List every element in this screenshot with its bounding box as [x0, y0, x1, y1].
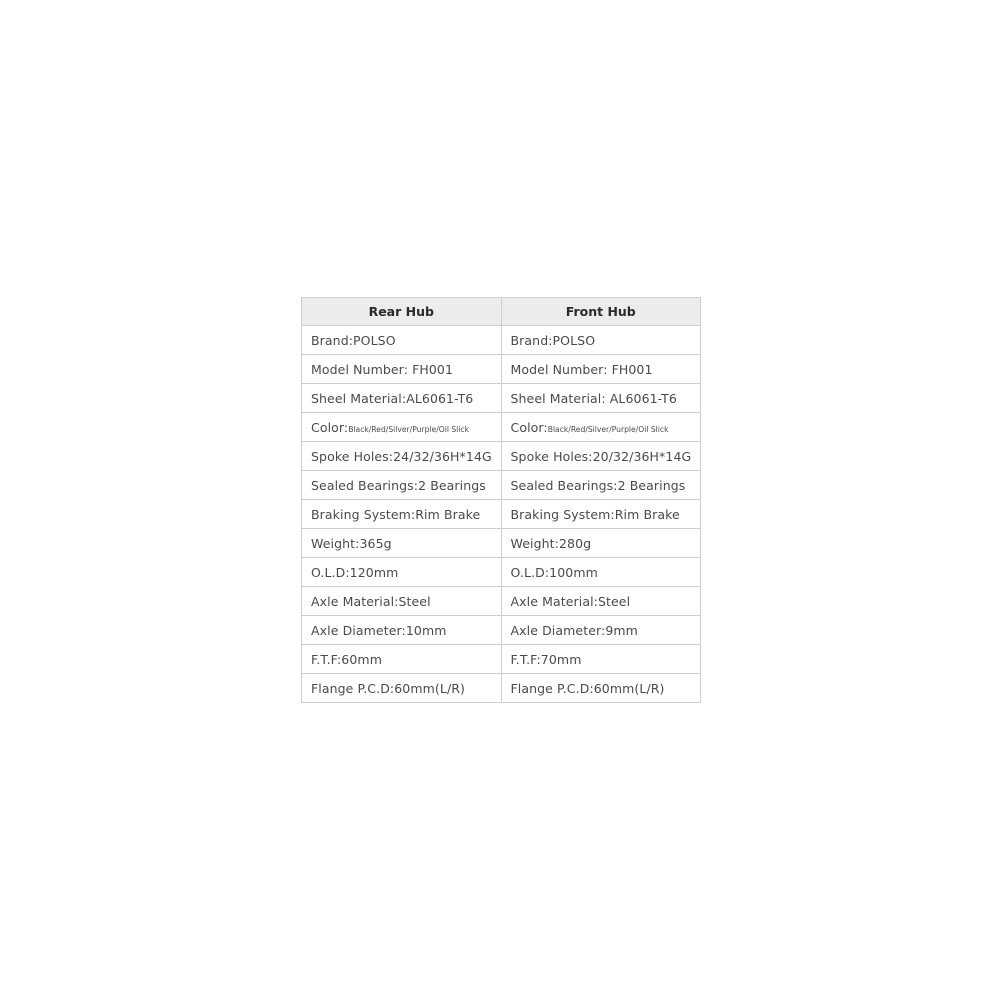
table-cell: F.T.F:70mm — [501, 645, 701, 674]
color-values: Black/Red/Silver/Purple/Oil Slick — [348, 424, 469, 434]
table-cell: Spoke Holes:24/32/36H*14G — [302, 442, 502, 471]
table-cell: Weight:365g — [302, 529, 502, 558]
table-cell: Braking System:Rim Brake — [302, 500, 502, 529]
table-cell: Model Number: FH001 — [501, 355, 701, 384]
table-cell: Flange P.C.D:60mm(L/R) — [302, 674, 502, 703]
table-row — [302, 645, 701, 674]
table-cell: Weight:280g — [501, 529, 701, 558]
table-row — [302, 442, 701, 471]
color-values: Black/Red/Silver/Purple/Oil Slick — [547, 424, 669, 434]
table-cell — [302, 413, 502, 442]
hub-spec-table — [301, 297, 701, 703]
table-cell: Brand:POLSO — [501, 326, 701, 355]
table-cell: Model Number: FH001 — [302, 355, 502, 384]
table-cell: Brand:POLSO — [302, 326, 502, 355]
table-cell: F.T.F:60mm — [302, 645, 502, 674]
table-row — [302, 326, 701, 355]
table-cell: Axle Diameter:9mm — [501, 616, 701, 645]
table-cell: Sealed Bearings:2 Bearings — [302, 471, 502, 500]
table-header — [302, 298, 701, 326]
table-cell — [501, 413, 701, 442]
color-label: Color: — [510, 419, 548, 435]
header-rear-hub: Rear Hub — [302, 298, 502, 326]
table-cell: Sheel Material: AL6061-T6 — [501, 384, 701, 413]
table-row — [302, 384, 701, 413]
table-cell: Braking System:Rim Brake — [501, 500, 701, 529]
table-cell: Sheel Material:AL6061-T6 — [302, 384, 502, 413]
table-cell: O.L.D:120mm — [302, 558, 502, 587]
table-cell: Spoke Holes:20/32/36H*14G — [501, 442, 701, 471]
table-row — [302, 471, 701, 500]
table-cell: Flange P.C.D:60mm(L/R) — [501, 674, 701, 703]
table-cell: Axle Material:Steel — [501, 587, 701, 616]
table-row — [302, 587, 701, 616]
table-row — [302, 500, 701, 529]
table-row — [302, 413, 701, 442]
table-cell: Axle Diameter:10mm — [302, 616, 502, 645]
table-cell: Sealed Bearings:2 Bearings — [501, 471, 701, 500]
table-cell: Axle Material:Steel — [302, 587, 502, 616]
table-row — [302, 616, 701, 645]
header-front-hub: Front Hub — [501, 298, 701, 326]
table-body — [302, 326, 701, 703]
table-cell: O.L.D:100mm — [501, 558, 701, 587]
table-row — [302, 674, 701, 703]
table-row — [302, 558, 701, 587]
header-row — [302, 298, 701, 326]
table-row — [302, 355, 701, 384]
color-label: Color: — [311, 419, 349, 435]
table-row — [302, 529, 701, 558]
